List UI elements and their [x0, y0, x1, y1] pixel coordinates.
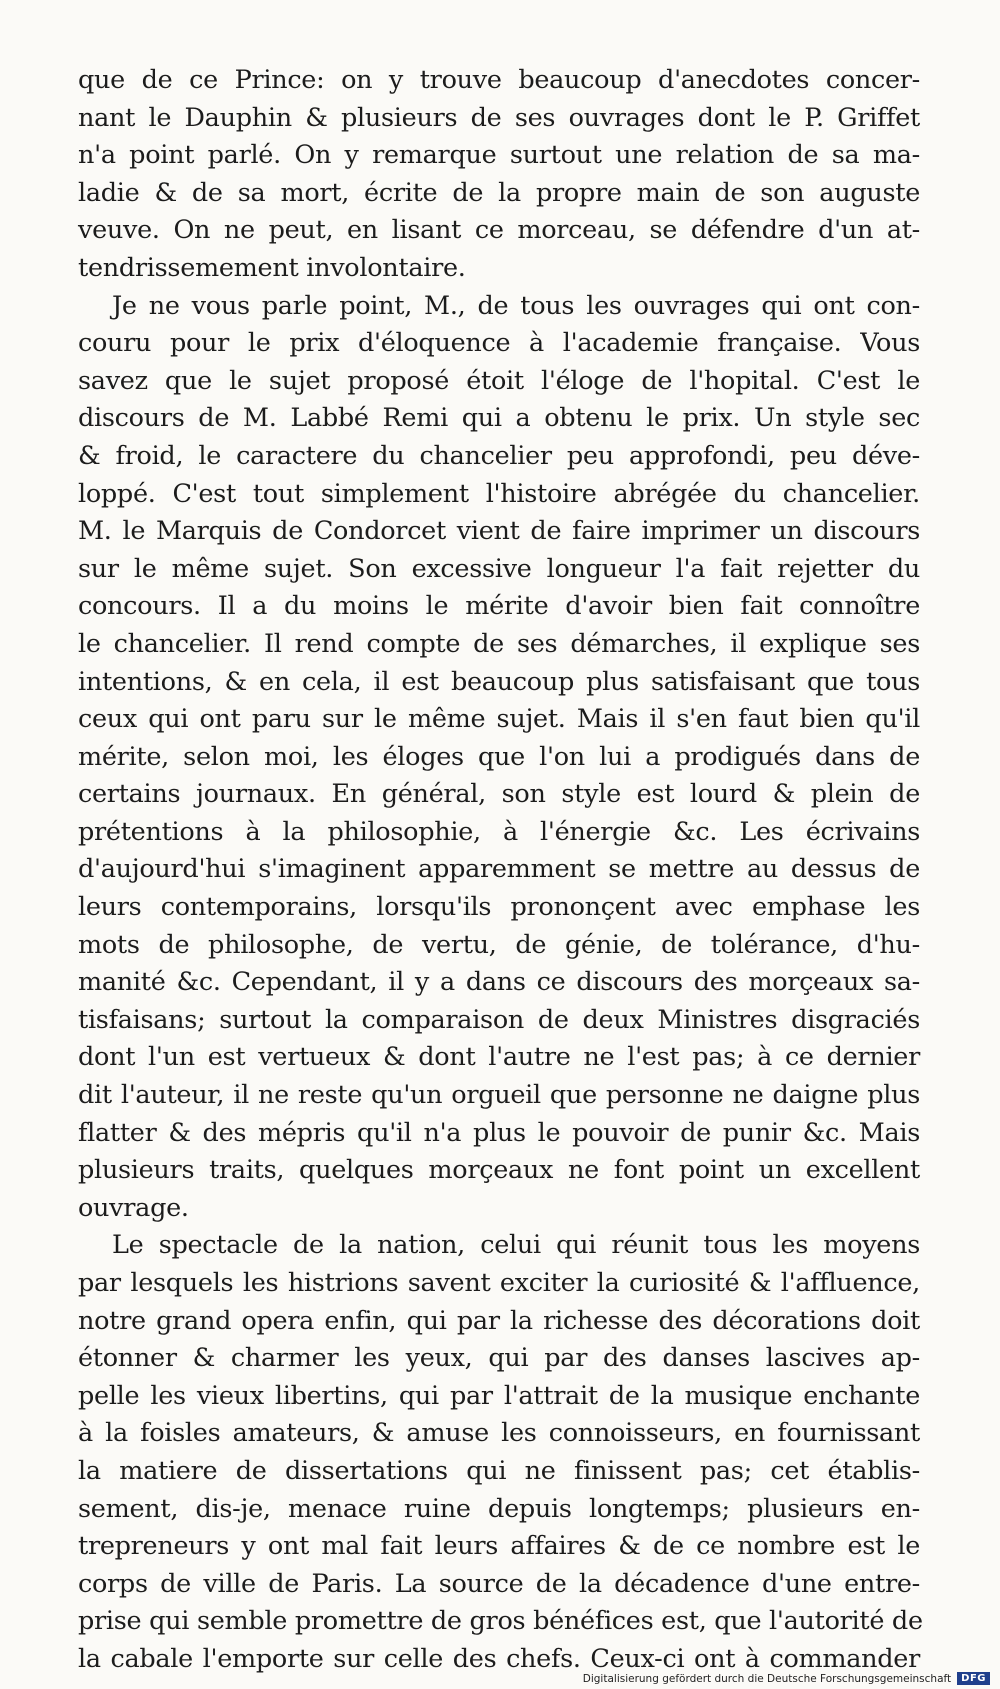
text-line: d'aujourd'hui s'imaginent apparemment se mettre au dessus de: [78, 854, 920, 885]
text-line: tendrissemement involontaire.: [78, 252, 466, 283]
text-line: la matiere de dissertations qui ne finissent pas; cet établis-: [78, 1455, 920, 1486]
text-line: concours. Il a du moins le mérite d'avoir bien fait connoître: [78, 591, 920, 622]
text-line: savez que le sujet proposé étoit l'éloge de l'hopital. C'est le: [78, 365, 920, 396]
text-line: certains journaux. En général, son style est lourd & plein de: [78, 779, 920, 810]
text-line: dont l'un est vertueux & dont l'autre ne l'est pas; à ce dernier: [78, 1042, 920, 1073]
text-line: intentions, & en cela, il est beaucoup plus satisfaisant que tous: [78, 666, 920, 697]
text-line: Je ne vous parle point, M., de tous les ouvrages qui ont con-: [112, 290, 920, 321]
text-line: plusieurs traits, quelques morçeaux ne font point un excellent: [78, 1155, 920, 1186]
text-line: nant le Dauphin & plusieurs de ses ouvrages dont le P. Griffet: [78, 102, 920, 133]
text-line: veuve. On ne peut, en lisant ce morceau, se défendre d'un at-: [78, 215, 920, 246]
text-line: ouvrage.: [78, 1192, 189, 1223]
text-line: & froid, le caractere du chancelier peu approfondi, peu déve-: [78, 440, 920, 471]
text-line: tisfaisans; surtout la comparaison de deux Ministres disgraciés: [78, 1004, 920, 1035]
text-line: loppé. C'est tout simplement l'histoire abrégée du chancelier.: [78, 478, 920, 509]
text-line: discours de M. Labbé Remi qui a obtenu le prix. Un style sec: [78, 403, 920, 434]
funding-credit: Digitalisierung gefördert durch die Deutsche Forschungsgemeinschaft: [582, 1672, 952, 1685]
text-line: le chancelier. Il rend compte de ses démarches, il explique ses: [78, 628, 920, 659]
body-text: [78, 62, 923, 1679]
dfg-logo: DFG: [957, 1672, 990, 1685]
text-line: ladie & de sa mort, écrite de la propre main de son auguste: [78, 177, 920, 208]
text-line: notre grand opera enfin, qui par la richesse des décorations doit: [78, 1305, 920, 1336]
digitization-footer: [583, 1672, 990, 1685]
text-line: à la foisles amateurs, & amuse les connoisseurs, en fournissant: [78, 1418, 920, 1449]
text-line: trepreneurs y ont mal fait leurs affaires & de ce nombre est le: [78, 1531, 920, 1562]
text-line: par lesquels les histrions savent exciter la curiosité & l'affluence,: [78, 1268, 920, 1298]
text-line: couru pour le prix d'éloquence à l'academie française. Vous: [78, 328, 920, 359]
text-line: dit l'auteur, il ne reste qu'un orgueil que personne ne daigne plus: [78, 1080, 920, 1111]
text-line: sement, dis-je, menace ruine depuis longtemps; plusieurs en-: [78, 1493, 920, 1524]
text-line: ceux qui ont paru sur le même sujet. Mais il s'en faut bien qu'il: [78, 704, 920, 735]
text-line: flatter & des mépris qu'il n'a plus le pouvoir de punir &c. Mais: [78, 1117, 920, 1148]
text-line: M. le Marquis de Condorcet vient de faire imprimer un discours: [78, 516, 920, 547]
text-line: pelle les vieux libertins, qui par l'attrait de la musique enchante: [78, 1380, 920, 1411]
text-line: prétentions à la philosophie, à l'énergie &c. Les écrivains: [78, 816, 920, 847]
text-line: que de ce Prince: on y trouve beaucoup d'anecdotes concer-: [78, 65, 920, 95]
text-line: leurs contemporains, lorsqu'ils prononçent avec emphase les: [78, 892, 920, 923]
text-line: mérite, selon moi, les éloges que l'on lui a prodigués dans de: [78, 741, 920, 772]
text-line: manité &c. Cependant, il y a dans ce discours des morçeaux sa-: [78, 967, 920, 998]
text-line: la cabale l'emporte sur celle des chefs. Ceux-ci ont à commander: [78, 1643, 920, 1674]
text-line: étonner & charmer les yeux, qui par des danses lascives ap-: [78, 1343, 920, 1374]
text-line: prise qui semble promettre de gros bénéfices est, que l'autorité de: [78, 1606, 923, 1637]
text-line: n'a point parlé. On y remarque surtout une relation de sa ma-: [78, 140, 920, 171]
text-line: sur le même sujet. Son excessive longueur l'a fait rejetter du: [78, 553, 920, 584]
text-line: corps de ville de Paris. La source de la décadence d'une entre-: [78, 1568, 920, 1599]
text-line: mots de philosophe, de vertu, de génie, de tolérance, d'hu-: [78, 929, 920, 960]
text-line: Le spectacle de la nation, celui qui réunit tous les moyens: [112, 1230, 920, 1261]
